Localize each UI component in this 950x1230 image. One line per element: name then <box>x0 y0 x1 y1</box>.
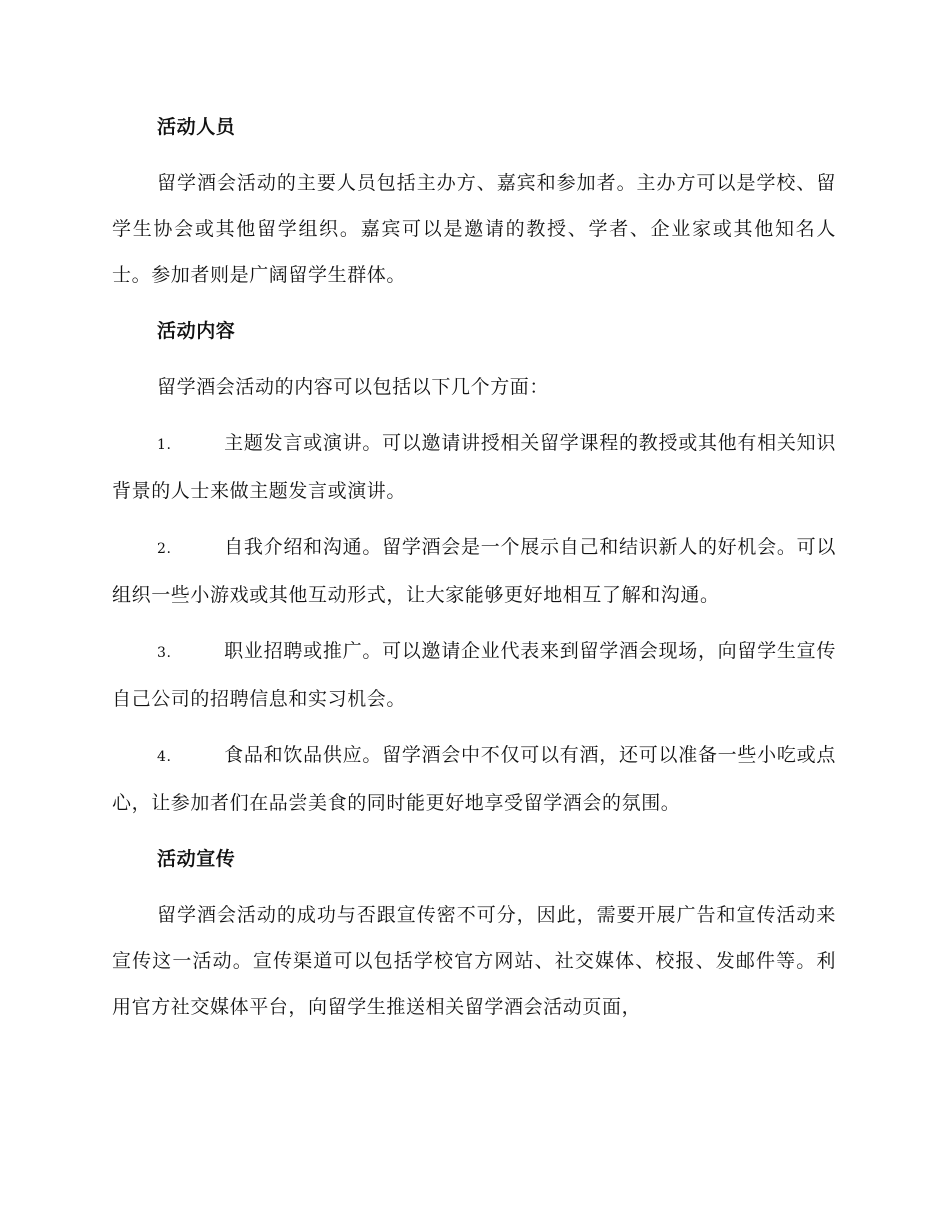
list-item-number: 2. <box>157 541 172 557</box>
list-item-number: 3. <box>157 645 172 661</box>
list-item <box>112 420 836 514</box>
list-item <box>112 732 836 826</box>
section-heading-personnel: 活动人员 <box>157 116 236 138</box>
list-item-text: 主题发言或演讲。可以邀请讲授相关留学课程的教授或其他有相关知识背景的人士来做主题发言或演讲。 <box>112 432 836 502</box>
promotion-paragraph: 留学酒会活动的成功与否跟宣传密不可分，因此，需要开展广告和宣传活动来宣传这一活动。宣传渠道可以包括学校官方网站、社交媒体、校报、发邮件等。利用官方社交媒体平台，向留学生推送相关留学酒会活动页面， <box>112 904 836 1018</box>
section-heading-content: 活动内容 <box>157 320 236 342</box>
list-item-text: 职业招聘或推广。可以邀请企业代表来到留学酒会现场，向留学生宣传自己公司的招聘信息和实习机会。 <box>112 640 836 710</box>
list-item-text: 自我介绍和沟通。留学酒会是一个展示自己和结识新人的好机会。可以组织一些小游戏或其他互动形式，让大家能够更好地相互了解和沟通。 <box>112 536 836 606</box>
list-item <box>112 628 836 722</box>
content-list <box>112 420 836 826</box>
document-body <box>112 104 836 1040</box>
content-intro-paragraph: 留学酒会活动的内容可以包括以下几个方面： <box>157 376 550 398</box>
list-item-number: 1. <box>157 437 172 453</box>
list-item <box>112 524 836 618</box>
personnel-paragraph: 留学酒会活动的主要人员包括主办方、嘉宾和参加者。主办方可以是学校、留学生协会或其他留学组织。嘉宾可以是邀请的教授、学者、企业家或其他知名人士。参加者则是广阔留学生群体。 <box>112 172 836 286</box>
list-item-number: 4. <box>157 749 172 765</box>
section-heading-promotion: 活动宣传 <box>157 848 236 870</box>
list-item-text: 食品和饮品供应。留学酒会中不仅可以有酒，还可以准备一些小吃或点心，让参加者们在品尝美食的同时能更好地享受留学酒会的氛围。 <box>112 744 836 814</box>
